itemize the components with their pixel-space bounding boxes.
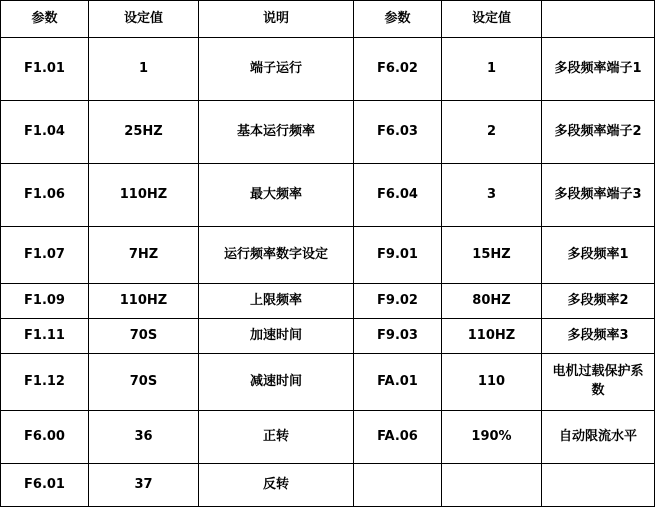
cell-left-param: F1.11 bbox=[1, 319, 89, 354]
cell-left-desc: 减速时间 bbox=[199, 354, 354, 411]
cell-left-value: 36 bbox=[89, 411, 199, 464]
table-header-row bbox=[1, 1, 655, 38]
table-row bbox=[1, 284, 655, 319]
table-row bbox=[1, 354, 655, 411]
cell-left-param: F1.09 bbox=[1, 284, 89, 319]
table-row bbox=[1, 319, 655, 354]
cell-right-desc: 电机过载保护系数 bbox=[542, 354, 655, 411]
cell-right-value: 3 bbox=[442, 164, 542, 227]
cell-right-value: 110 bbox=[442, 354, 542, 411]
cell-left-value: 25HZ bbox=[89, 101, 199, 164]
cell-right-value: 110HZ bbox=[442, 319, 542, 354]
table-row bbox=[1, 38, 655, 101]
cell-left-desc: 上限频率 bbox=[199, 284, 354, 319]
cell-right-desc bbox=[542, 464, 655, 507]
header-left-desc: 说明 bbox=[199, 1, 354, 38]
cell-left-value: 70S bbox=[89, 354, 199, 411]
cell-right-param: F9.03 bbox=[354, 319, 442, 354]
header-right-param: 参数 bbox=[354, 1, 442, 38]
cell-left-value: 7HZ bbox=[89, 227, 199, 284]
cell-right-value: 190% bbox=[442, 411, 542, 464]
cell-left-desc: 加速时间 bbox=[199, 319, 354, 354]
cell-left-param: F1.01 bbox=[1, 38, 89, 101]
cell-right-value bbox=[442, 464, 542, 507]
cell-left-param: F1.06 bbox=[1, 164, 89, 227]
table-row bbox=[1, 227, 655, 284]
header-left-value: 设定值 bbox=[89, 1, 199, 38]
cell-left-desc: 端子运行 bbox=[199, 38, 354, 101]
table-row bbox=[1, 164, 655, 227]
header-right-value: 设定值 bbox=[442, 1, 542, 38]
table-row bbox=[1, 411, 655, 464]
cell-left-desc: 运行频率数字设定 bbox=[199, 227, 354, 284]
cell-left-desc: 反转 bbox=[199, 464, 354, 507]
cell-left-value: 70S bbox=[89, 319, 199, 354]
cell-left-desc: 最大频率 bbox=[199, 164, 354, 227]
cell-right-param: FA.01 bbox=[354, 354, 442, 411]
cell-right-desc: 多段频率3 bbox=[542, 319, 655, 354]
cell-right-param: F6.02 bbox=[354, 38, 442, 101]
cell-right-param: F6.04 bbox=[354, 164, 442, 227]
cell-right-param: F9.01 bbox=[354, 227, 442, 284]
cell-right-value: 15HZ bbox=[442, 227, 542, 284]
cell-right-value: 1 bbox=[442, 38, 542, 101]
cell-left-param: F1.04 bbox=[1, 101, 89, 164]
cell-right-param: FA.06 bbox=[354, 411, 442, 464]
header-right-desc bbox=[542, 1, 655, 38]
cell-right-desc: 多段频率端子3 bbox=[542, 164, 655, 227]
cell-right-param: F6.03 bbox=[354, 101, 442, 164]
cell-right-value: 2 bbox=[442, 101, 542, 164]
cell-right-desc: 多段频率端子1 bbox=[542, 38, 655, 101]
cell-right-desc: 多段频率端子2 bbox=[542, 101, 655, 164]
cell-right-desc: 多段频率1 bbox=[542, 227, 655, 284]
header-left-param: 参数 bbox=[1, 1, 89, 38]
table-row bbox=[1, 464, 655, 507]
cell-left-desc: 正转 bbox=[199, 411, 354, 464]
cell-left-value: 37 bbox=[89, 464, 199, 507]
cell-right-param bbox=[354, 464, 442, 507]
cell-left-param: F6.00 bbox=[1, 411, 89, 464]
cell-right-param: F9.02 bbox=[354, 284, 442, 319]
cell-right-value: 80HZ bbox=[442, 284, 542, 319]
cell-left-value: 110HZ bbox=[89, 164, 199, 227]
cell-right-desc: 自动限流水平 bbox=[542, 411, 655, 464]
cell-left-param: F1.12 bbox=[1, 354, 89, 411]
cell-left-param: F1.07 bbox=[1, 227, 89, 284]
cell-right-desc: 多段频率2 bbox=[542, 284, 655, 319]
cell-left-param: F6.01 bbox=[1, 464, 89, 507]
cell-left-value: 1 bbox=[89, 38, 199, 101]
cell-left-desc: 基本运行频率 bbox=[199, 101, 354, 164]
cell-left-value: 110HZ bbox=[89, 284, 199, 319]
table-row bbox=[1, 101, 655, 164]
